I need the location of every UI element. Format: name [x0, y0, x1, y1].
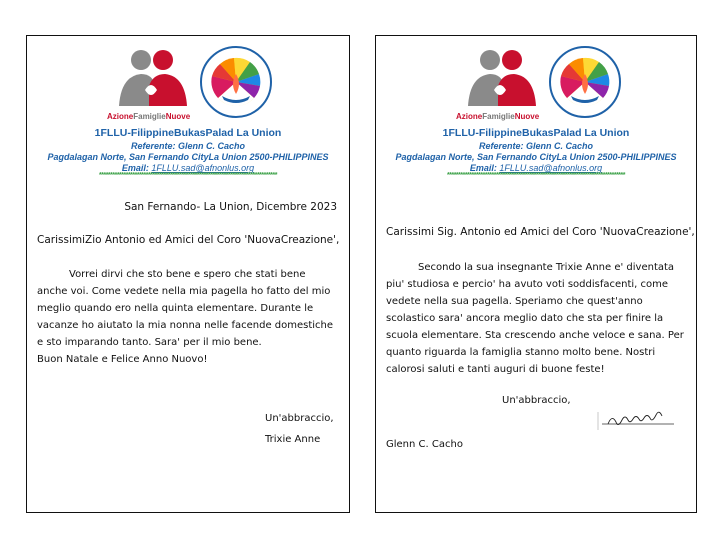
- letter-signature-name: Trixie Anne: [265, 434, 321, 445]
- letter-closing: Un'abbraccio,: [265, 413, 334, 424]
- letterhead-title: 1FLLU-FilippineBukasPalad La Union: [94, 127, 282, 139]
- letter-closing-block: [265, 408, 345, 450]
- letter-page-left: [26, 35, 350, 513]
- letter-closing: Un'abbraccio,: [502, 395, 571, 406]
- letter-wishes: Buon Natale e Felice Anno Nuovo!: [37, 354, 208, 365]
- letterhead-address: Pagdalagan Norte, San Fernando CityLa Union 2500-PHILIPPINES: [47, 152, 329, 162]
- email-link[interactable]: 1FLLU.sad@afnonlus.org: [499, 163, 603, 173]
- letterhead-email-line: Email: 1FLLU.sad@afnonlus.org: [121, 163, 255, 173]
- letterhead-divider: ********************************************************************************: [447, 172, 625, 179]
- letter-greeting: Carissimi Sig. Antonio ed Amici del Coro 'NuovaCreazione',: [386, 226, 695, 238]
- letterhead-referent: Referente: Glenn C. Cacho: [478, 141, 594, 151]
- letter-paragraph: Secondo la sua insegnante Trixie Anne e' diventata piu' studiosa e percio' ha avuto voti soddisfacenti, come vedete nella sua pagella. Speriamo che quest'anno scolastico sara' ancora meglio dato che sta per finire la scuola elementare. Sta crescendo anche veloce e sana. Per quanto riguarda la famiglia stanno molto bene. Nostri calorosi saluti e tanti auguri di buone feste!: [386, 262, 684, 375]
- letterhead-logos: [376, 44, 696, 124]
- letter-greeting: CarissimiZio Antonio ed Amici del Coro 'NuovaCreazione',: [37, 234, 340, 246]
- letter-signature-name: Glenn C. Cacho: [386, 439, 463, 450]
- letterhead-referent: Referente: Glenn C. Cacho: [130, 141, 246, 151]
- letterhead-email-line: Email: 1FLLU.sad@afnonlus.org: [469, 163, 603, 173]
- afn-brand-name: AzioneFamiglieNuove: [107, 112, 191, 121]
- letterhead-divider: ********************************************************************************: [99, 172, 277, 179]
- letterhead-logos: [27, 44, 349, 124]
- email-link[interactable]: 1FLLU.sad@afnonlus.org: [151, 163, 255, 173]
- afn-brand-name: AzioneFamiglieNuove: [456, 112, 540, 121]
- letter-page-right: [375, 35, 697, 513]
- letter-paragraph: Vorrei dirvi che sto bene e spero che stati bene anche voi. Come vedete nella mia pagella ho fatto del mio meglio quando ero nella quinta elementare. Durante le vacanze ho aiutato la mia nonna nelle facende domestiche e sto imparando tanto. Sara' per il mio bene.: [37, 269, 334, 348]
- handwritten-signature-icon: [594, 408, 684, 434]
- letter-date: San Fernando- La Union, Dicembre 2023: [124, 201, 337, 213]
- letterhead-title: 1FLLU-FilippineBukasPalad La Union: [442, 127, 630, 139]
- letter-body: [37, 266, 337, 368]
- bukas-palad-foundation-seal-icon: [549, 46, 621, 118]
- bukas-palad-foundation-seal-icon: [200, 46, 272, 118]
- letterhead-address: Pagdalagan Norte, San Fernando CityLa Union 2500-PHILIPPINES: [395, 152, 677, 162]
